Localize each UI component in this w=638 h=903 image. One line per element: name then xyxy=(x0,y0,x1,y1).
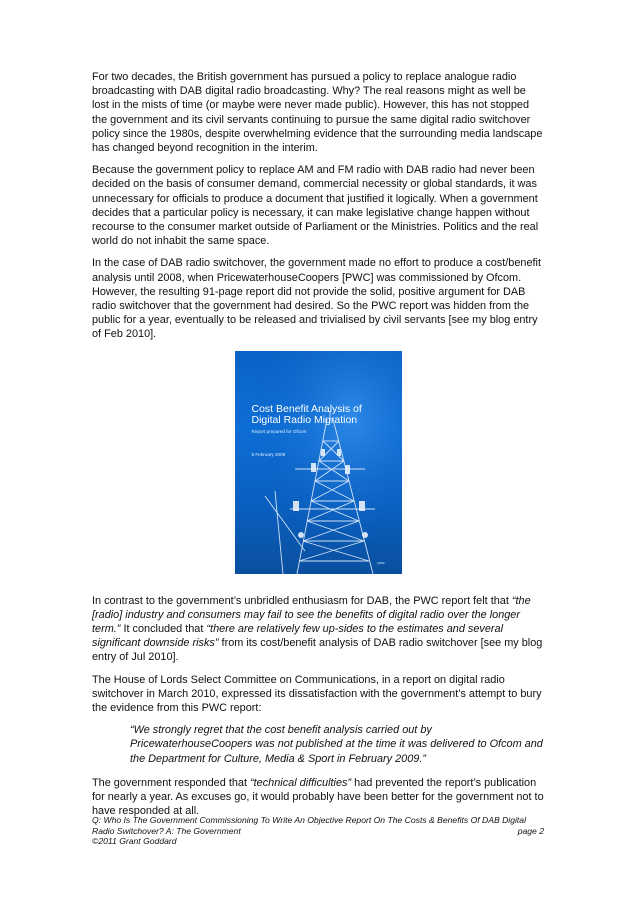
cover-subtitle: Report prepared for Ofcom xyxy=(251,428,307,434)
paragraph-intro: For two decades, the British government has pursued a policy to replace analogue radio broadcasting with DAB digital radio broadcasting. Why? The real reasons might as well be lost in the mists of time (or maybe were never made public). However, this has not stopped the government and its civil servants continuing to pursue the same digital radio switchover policy since the 1980s, despite overwhelming evidence that the surrounding media landscape has changed beyond recognition in the interim. xyxy=(92,71,543,155)
paragraph-response xyxy=(92,776,544,819)
paragraph-lords: The House of Lords Select Committee on Communications, in a report on digital radio switchover in March 2010, expressed its dissatisfaction with the government’s attempt to bury the evidence from this PWC report: xyxy=(92,673,542,715)
text-span: In contrast to the government’s unbridled enthusiasm for DAB, the PWC report felt that xyxy=(92,594,512,607)
text-span: The government responded that xyxy=(92,776,251,789)
quote-span: “there are relatively few up-sides to the estimates and several significant downside risks” xyxy=(92,623,504,650)
page-footer xyxy=(92,815,544,847)
paragraph-pwc-findings xyxy=(92,594,544,665)
footer-line-1: Q: Who Is The Government Commissioning To Write An Objective Report On The Costs & Benefits Of DAB Digital xyxy=(92,815,526,825)
quote-span: “technical difficulties” xyxy=(250,776,352,789)
cover-title-line-1: Cost Benefit Analysis of xyxy=(251,402,362,415)
cover-title xyxy=(252,404,362,426)
quote-span: “the [radio] industry and consumers may fail to see the benefits of digital radio over the longer term.” xyxy=(92,594,531,636)
paragraph-pwc: In the case of DAB radio switchover, the government made no effort to produce a cost/benefit analysis until 2008, when PricewaterhouseCoopers [PWC] was commissioned by Ofcom. However, the resulting 91-page report did not provide the solid, positive argument for DAB radio switchover that the government had desired. So the PWC report was hidden from the public for a year, eventually to be released and trivialised by civil servants [see my blog entry of Feb 2010]. xyxy=(92,257,541,341)
page-number: page 2 xyxy=(517,825,544,836)
paragraph-policy: Because the government policy to replace AM and FM radio with DAB radio had never been decided on the basis of consumer demand, commercial necessity or global standards, it was unnecessary for officials to produce a document that justified it logically. When a government decides that a particular policy is necessary, it can make legislative change happen without recourse to the consumer market outside of Parliament or the Ministries. Politics and the real world do not inhabit the same space. xyxy=(92,164,539,248)
lords-quote: “We strongly regret that the cost benefit analysis carried out by PricewaterhouseCoopers was not published at the time it was delivered to Ofcom and the Department for Culture, Media & Sport in February 2009.” xyxy=(130,724,543,765)
cover-date: 8 February 2009 xyxy=(251,451,286,457)
cover-title-line-2: Digital Radio Migration xyxy=(251,413,358,426)
footer-row xyxy=(92,826,544,837)
report-cover-figure xyxy=(92,351,544,574)
copyright: ©2011 Grant Goddard xyxy=(92,836,177,847)
radio-tower-illustration xyxy=(235,351,402,574)
text-span: from its cost/benefit analysis of DAB radio switchover [see my blog entry of Jul 2010]. xyxy=(92,637,543,664)
report-cover-image xyxy=(235,351,402,574)
text-span: had prevented the report’s publication for nearly a year. As excuses go, it would probably have been better for the government not to have responded at all. xyxy=(92,776,544,818)
pwc-logo: pwc xyxy=(377,559,385,565)
page-body xyxy=(92,70,544,827)
text-span: It concluded that xyxy=(120,623,207,636)
footer-line-2: Radio Switchover? A: The Government xyxy=(92,825,241,836)
